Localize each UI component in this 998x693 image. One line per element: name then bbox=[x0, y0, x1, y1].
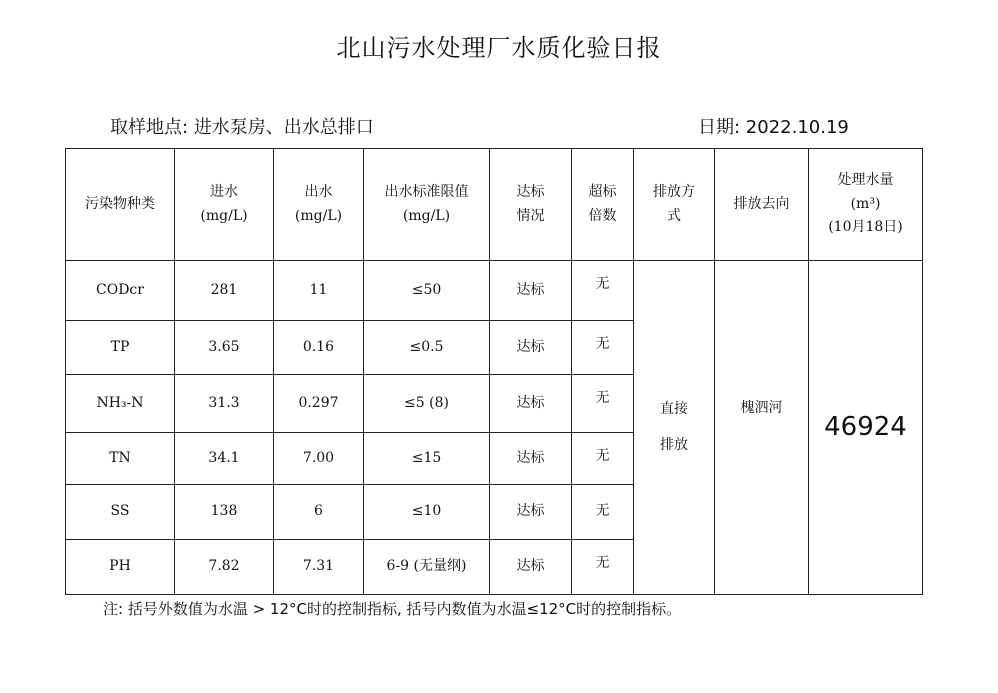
limit-value: ≤5 (8) bbox=[364, 375, 490, 433]
footnote: 注: 括号外数值为水温 > 12°C时的控制指标, 括号内数值为水温≤12°C时的控制指标。 bbox=[103, 600, 682, 618]
exceed-value: 无 bbox=[572, 321, 634, 375]
header-volume-date: (10月18日) bbox=[828, 219, 903, 236]
exceed-value: 无 bbox=[572, 261, 634, 321]
pollutant-name: PH bbox=[66, 540, 175, 595]
status-value: 达标 bbox=[490, 375, 572, 433]
discharge-method-line1: 直接 bbox=[660, 400, 688, 417]
influent-value: 138 bbox=[175, 485, 274, 540]
header-effluent-label: 出水 bbox=[304, 183, 333, 200]
limit-value: ≤15 bbox=[364, 433, 490, 485]
pollutant-name: NH₃-N bbox=[66, 375, 175, 433]
status-value: 达标 bbox=[490, 433, 572, 485]
header-volume-label: 处理水量 bbox=[837, 171, 894, 188]
header-exceed-line2: 倍数 bbox=[588, 207, 617, 224]
header-limit-label: 出水标准限值 bbox=[384, 183, 469, 200]
volume-cell: 46924 bbox=[809, 261, 923, 595]
pollutant-name: SS bbox=[66, 485, 175, 540]
header-volume bbox=[809, 149, 923, 261]
header-volume-unit: (m³) bbox=[850, 195, 881, 212]
exceed-value: 无 bbox=[572, 540, 634, 595]
header-discharge-method bbox=[634, 149, 715, 261]
effluent-value: 11 bbox=[274, 261, 364, 321]
table-header-row bbox=[66, 149, 923, 261]
effluent-value: 7.00 bbox=[274, 433, 364, 485]
status-value: 达标 bbox=[490, 321, 572, 375]
header-exceed bbox=[572, 149, 634, 261]
status-value: 达标 bbox=[490, 261, 572, 321]
status-value: 达标 bbox=[490, 540, 572, 595]
influent-value: 3.65 bbox=[175, 321, 274, 375]
discharge-method-line2: 排放 bbox=[660, 436, 688, 453]
limit-value: ≤0.5 bbox=[364, 321, 490, 375]
influent-value: 7.82 bbox=[175, 540, 274, 595]
effluent-value: 6 bbox=[274, 485, 364, 540]
limit-value: ≤10 bbox=[364, 485, 490, 540]
header-discharge-to: 排放去向 bbox=[715, 149, 809, 261]
sampling-location: 取样地点: 进水泵房、出水总排口 bbox=[110, 117, 374, 138]
header-influent bbox=[175, 149, 274, 261]
discharge-to-cell: 槐泗河 bbox=[715, 261, 809, 595]
header-status-line2: 情况 bbox=[516, 207, 545, 224]
header-status-line1: 达标 bbox=[516, 183, 545, 200]
header-exceed-line1: 超标 bbox=[588, 183, 617, 200]
exceed-value: 无 bbox=[572, 375, 634, 433]
header-limit bbox=[364, 149, 490, 261]
header-influent-label: 进水 bbox=[210, 183, 238, 200]
header-influent-unit: (mg/L) bbox=[200, 207, 248, 224]
effluent-value: 7.31 bbox=[274, 540, 364, 595]
limit-value: 6-9 (无量纲) bbox=[364, 540, 490, 595]
header-effluent-unit: (mg/L) bbox=[294, 207, 343, 224]
table-row bbox=[66, 261, 923, 321]
header-discharge-method-line2: 式 bbox=[667, 207, 681, 224]
pollutant-name: CODcr bbox=[66, 261, 175, 321]
influent-value: 281 bbox=[175, 261, 274, 321]
report-date: 日期: 2022.10.19 bbox=[698, 117, 849, 138]
limit-value: ≤50 bbox=[364, 261, 490, 321]
influent-value: 31.3 bbox=[175, 375, 274, 433]
exceed-value: 无 bbox=[572, 433, 634, 485]
header-status bbox=[490, 149, 572, 261]
status-value: 达标 bbox=[490, 485, 572, 540]
water-quality-table bbox=[65, 148, 923, 595]
report-title: 北山污水处理厂水质化验日报 bbox=[336, 34, 662, 62]
header-limit-unit: (mg/L) bbox=[402, 207, 451, 224]
header-effluent bbox=[274, 149, 364, 261]
effluent-value: 0.16 bbox=[274, 321, 364, 375]
header-pollutant: 污染物种类 bbox=[66, 149, 175, 261]
pollutant-name: TP bbox=[66, 321, 175, 375]
pollutant-name: TN bbox=[66, 433, 175, 485]
discharge-method-cell bbox=[634, 261, 715, 595]
effluent-value: 0.297 bbox=[274, 375, 364, 433]
exceed-value: 无 bbox=[572, 485, 634, 540]
header-discharge-method-line1: 排放方 bbox=[653, 183, 695, 200]
influent-value: 34.1 bbox=[175, 433, 274, 485]
